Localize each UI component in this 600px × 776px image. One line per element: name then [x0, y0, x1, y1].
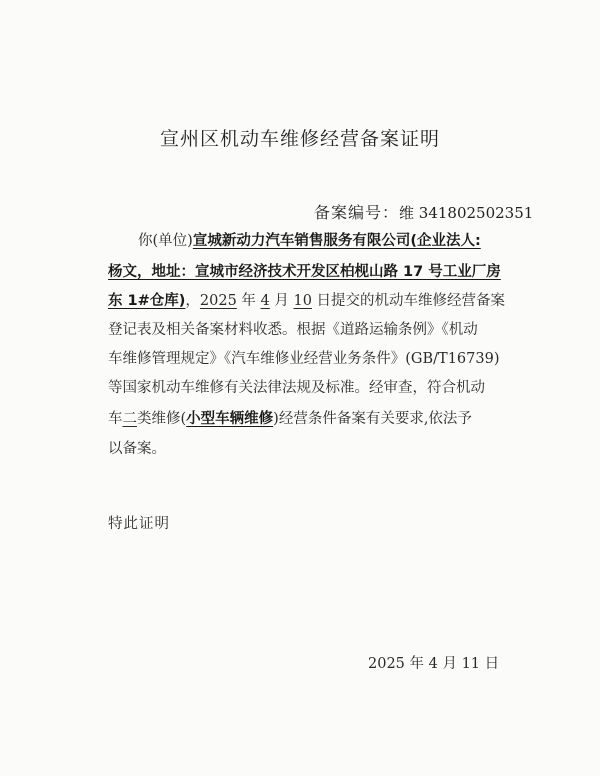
legal-rep-address: 杨文，地址：宣城市经济技术开发区柏枧山路 17 号工业厂房 [108, 264, 501, 280]
company-name: 宣城新动力汽车销售服务有限公司(企业法人: [192, 233, 481, 249]
body-line-3: 东 1#仓库)，2025 年 4 月 10 日提交的机动车维修经营备案 [108, 293, 506, 309]
closing-text: 特此证明 [108, 516, 170, 532]
record-number-label: 备案编号： [314, 203, 400, 222]
body-line-6: 等国家机动车维修有关法律法规及标准。经审查，符合机动 [108, 380, 485, 396]
repair-type: 小型车辆维修 [186, 411, 274, 427]
applicant-prefix: 你(单位) [138, 233, 193, 249]
record-number-value: 维 341802502351 [399, 204, 534, 222]
body-line-2 [108, 260, 501, 284]
submit-day: 10 [293, 293, 312, 309]
body-line-5: 车维修管理规定》《汽车维修业经营业务条件》(GB/T16739) [108, 351, 500, 367]
document-title: 宣州区机动车维修经营备案证明 [159, 128, 440, 150]
body-line-1 [108, 229, 481, 253]
issue-date: 2025 年 4 月 11 日 [368, 656, 500, 672]
body-line-4: 登记表及相关备案材料收悉。根据《道路运输条例》《机动 [108, 322, 478, 338]
address-end: 东 1#仓库) [108, 293, 186, 309]
body-line-7: 车二类维修(小型车辆维修)经营条件备案有关要求,依法予 [108, 411, 472, 427]
repair-class: 二 [122, 411, 137, 427]
submit-month: 4 [260, 293, 270, 309]
record-number-line [314, 200, 533, 223]
submit-year: 2025 [199, 293, 237, 309]
body-line-8: 以备案。 [108, 441, 166, 457]
